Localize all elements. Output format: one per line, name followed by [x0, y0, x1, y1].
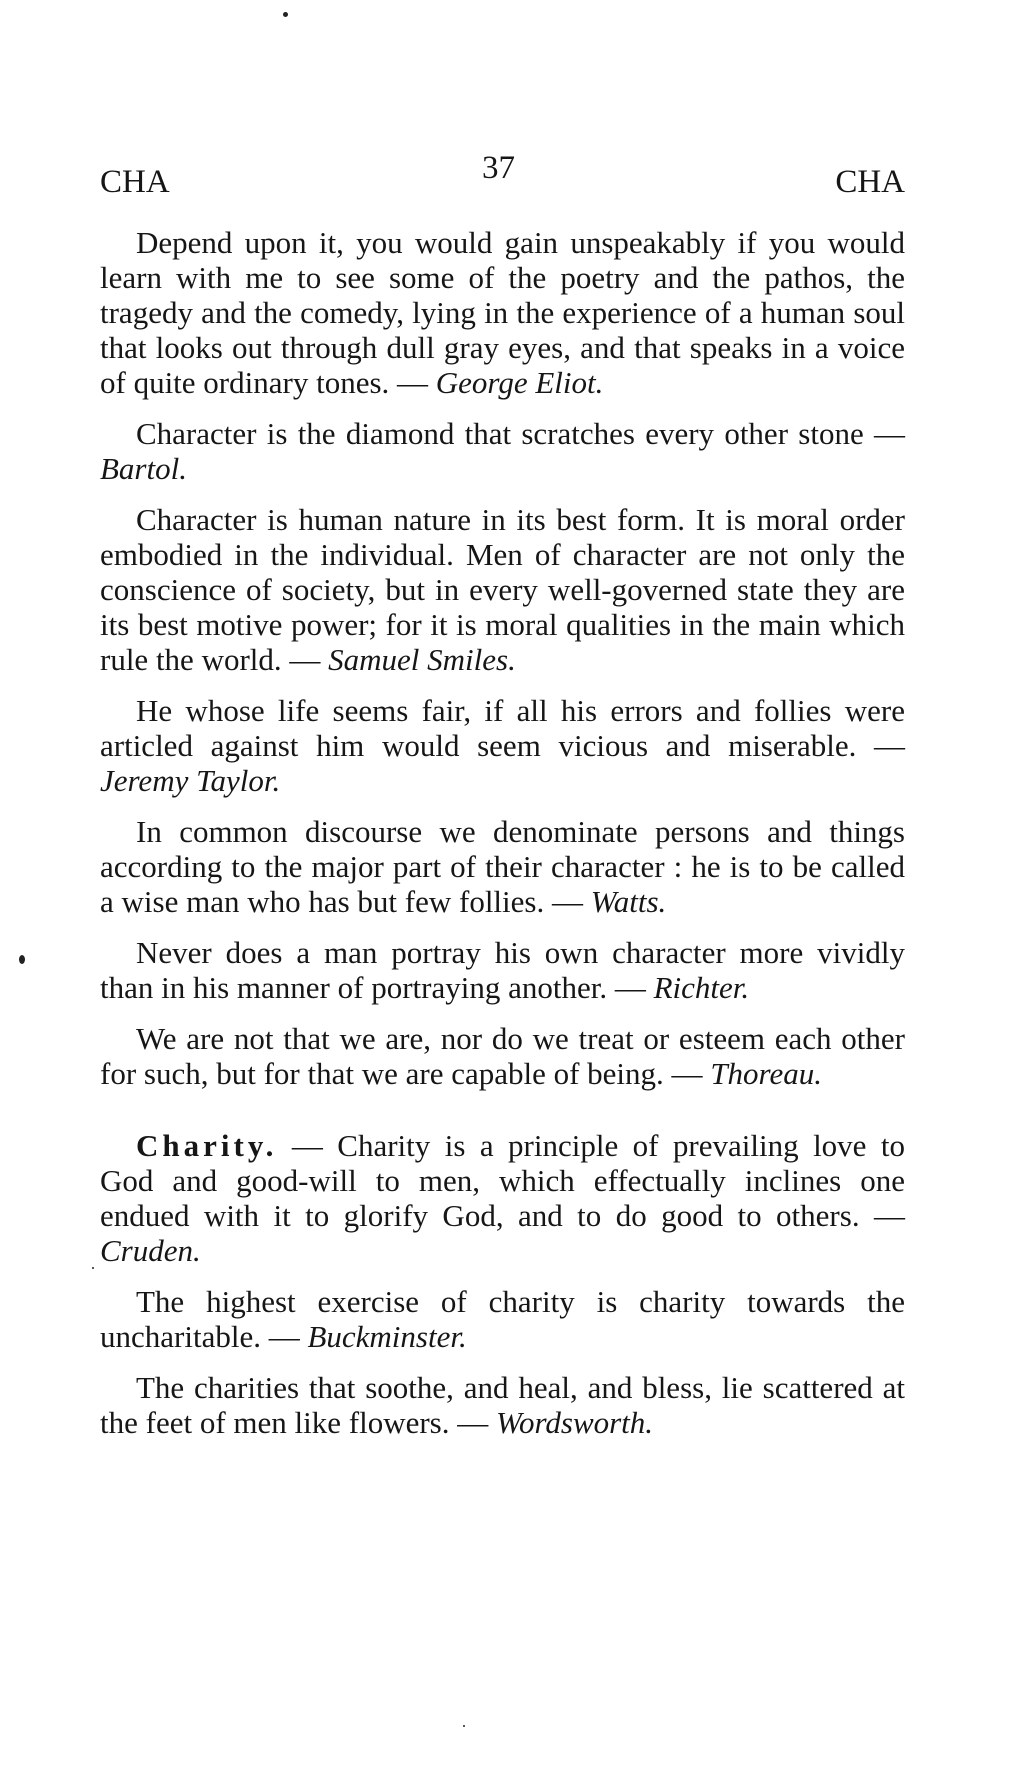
quote-author: Samuel Smiles.: [328, 642, 516, 677]
quote-text: Character is the diamond that scratches every other stone —: [136, 416, 905, 451]
quote-paragraph: [100, 693, 905, 798]
quote-text: We are not that we are, nor do we treat or esteem each other for such, but for that we are capable of being. —: [100, 1021, 905, 1091]
page-body: [100, 225, 905, 1456]
quote-text: The charities that soothe, and heal, and bless, lie scattered at the feet of men like flowers. —: [100, 1370, 905, 1440]
quote-paragraph: [100, 814, 905, 919]
page-header: [100, 150, 905, 200]
charity-entry-paragraph: [100, 1128, 905, 1268]
ink-speck: [283, 12, 288, 17]
entry-heading-charity: Charity.: [136, 1128, 278, 1163]
quote-text: Depend upon it, you would gain unspeakably if you would learn with me to see some of the poetry and the pathos, the tragedy and the comedy, lying in the experience of a human soul that looks out through dull gray eyes, and that speaks in a voice of quite ordinary tones. —: [100, 225, 905, 400]
quote-author: Cruden.: [100, 1233, 201, 1268]
ink-speck: [19, 955, 25, 964]
quote-paragraph: [100, 935, 905, 1005]
quote-author: Richter.: [653, 970, 750, 1005]
quote-author: Thoreau.: [710, 1056, 822, 1091]
quote-text: Never does a man portray his own character more vividly than in his manner of portraying another. —: [100, 935, 905, 1005]
quote-text: The highest exercise of charity is charity towards the uncharitable. —: [100, 1284, 905, 1354]
quote-text: Character is human nature in its best form. It is moral order embodied in the individual. Men of character are not only the conscience of society, but in every well-governed state they are its best motive power; for it is moral qualities in the main which rule the world. —: [100, 502, 905, 677]
quote-text: He whose life seems fair, if all his errors and follies were articled against him would seem vicious and miserable. —: [100, 693, 905, 763]
header-right-guide-word: CHA: [835, 164, 905, 200]
quote-author: Jeremy Taylor.: [100, 763, 281, 798]
quote-paragraph: [100, 1021, 905, 1091]
quote-paragraph: [100, 416, 905, 486]
quote-paragraph: [100, 225, 905, 400]
quote-author: Bartol.: [100, 451, 187, 486]
quote-paragraph: [100, 1370, 905, 1440]
header-left-guide-word: CHA: [100, 164, 170, 200]
ink-speck: [463, 1725, 465, 1727]
quote-author: Buckminster.: [307, 1319, 467, 1354]
quote-paragraph: [100, 502, 905, 677]
quote-text: In common discourse we denominate persons and things according to the major part of their character : he is to be called a wise man who has but few follies. —: [100, 814, 905, 919]
quote-author: Watts.: [590, 884, 667, 919]
quote-text: — Charity is a principle of prevailing love to God and good-will to men, which effectually inclines one endued with it to glorify God, and to do good to others. —: [100, 1128, 905, 1233]
quote-paragraph: [100, 1284, 905, 1354]
ink-speck: [92, 1267, 94, 1269]
quote-author: Wordsworth.: [495, 1405, 654, 1440]
quote-author: George Eliot.: [435, 365, 604, 400]
page-number: 37: [482, 150, 515, 186]
